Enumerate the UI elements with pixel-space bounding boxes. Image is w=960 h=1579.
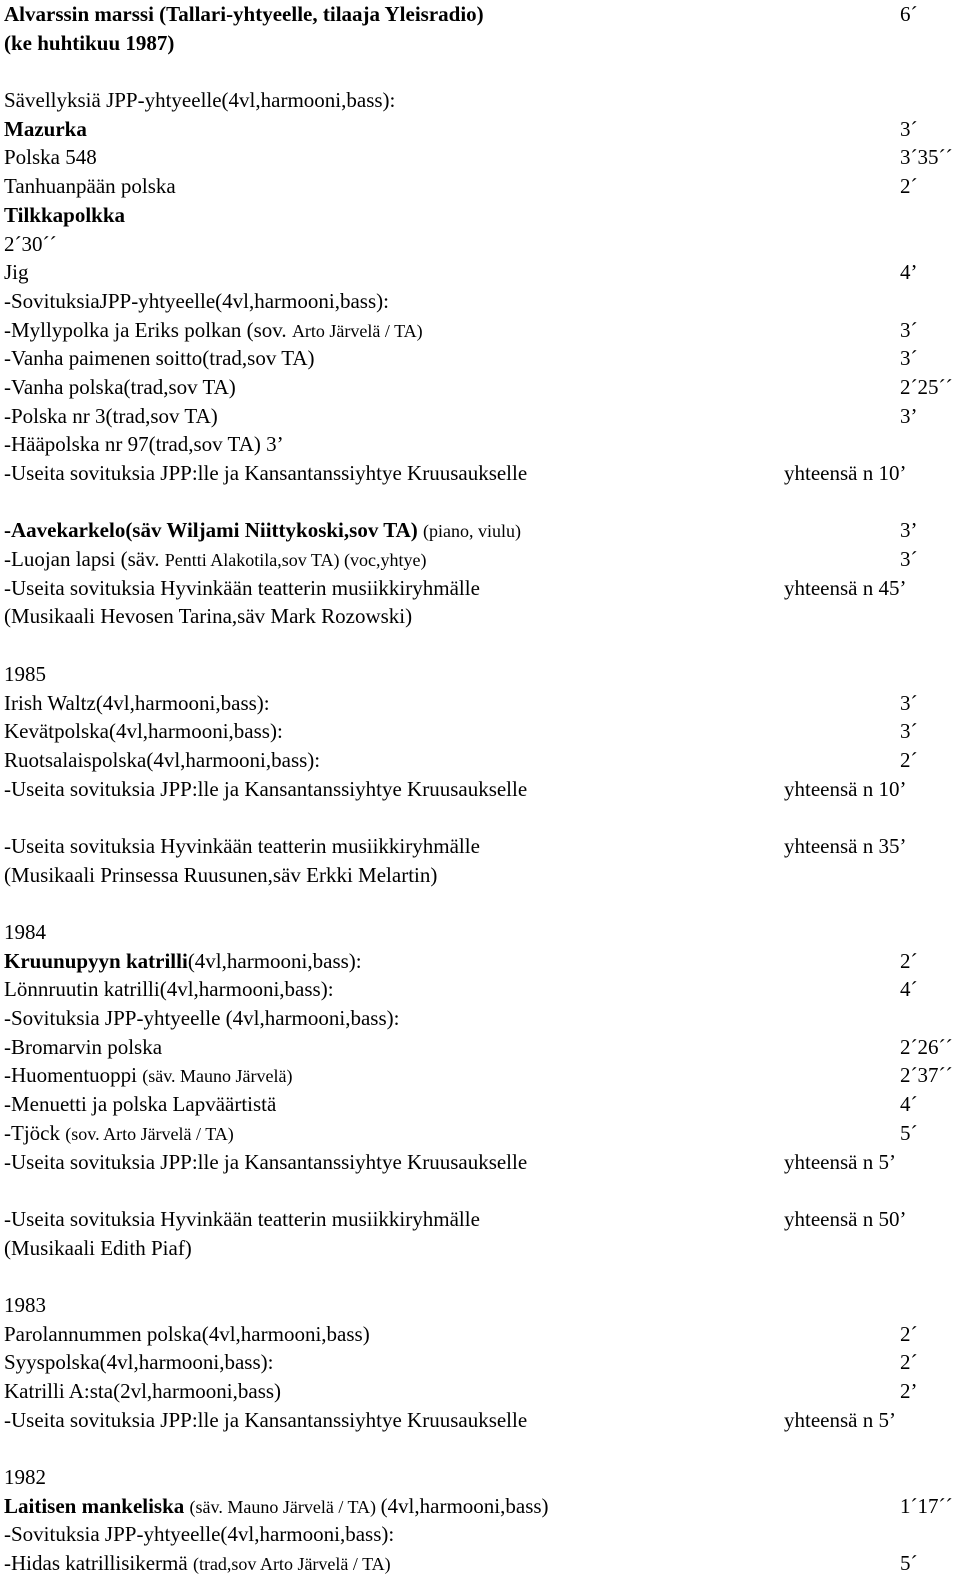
line-text bbox=[4, 287, 389, 316]
line-text bbox=[4, 1492, 549, 1522]
duration-value: 2’ bbox=[900, 1379, 918, 1403]
document-line bbox=[4, 459, 960, 488]
document-line bbox=[4, 1463, 960, 1492]
blank-line bbox=[4, 889, 960, 918]
document-line bbox=[4, 143, 960, 172]
document-line bbox=[4, 373, 960, 402]
duration-value: 3´ bbox=[900, 547, 918, 572]
line-text bbox=[4, 0, 484, 29]
line-title: -Useita sovituksia Hyvinkään teatterin musiikkiryhmälle bbox=[4, 1206, 480, 1231]
document-line bbox=[4, 1148, 960, 1177]
line-text bbox=[4, 115, 87, 144]
line-title: (ke huhtikuu 1987) bbox=[4, 30, 175, 55]
total-duration: yhteensä n 45’ bbox=[784, 575, 907, 600]
line-text bbox=[4, 1406, 527, 1435]
document-line bbox=[4, 1119, 960, 1148]
line-text bbox=[4, 1463, 46, 1492]
document-line bbox=[4, 689, 960, 718]
line-title: -Luojan lapsi (säv. bbox=[4, 547, 165, 572]
total-duration: yhteensä n 35’ bbox=[784, 833, 907, 858]
duration-value: 3´ bbox=[900, 719, 918, 744]
duration-value: 2´ bbox=[900, 1350, 918, 1375]
line-title: 1985 bbox=[4, 661, 46, 686]
line-text bbox=[4, 1520, 394, 1549]
line-text bbox=[4, 172, 176, 201]
line-text bbox=[4, 602, 412, 631]
document-line bbox=[4, 861, 960, 890]
document-page bbox=[4, 0, 960, 1578]
line-title: -Useita sovituksia JPP:lle ja Kansantanssiyhtye Kruusaukselle bbox=[4, 776, 528, 801]
duration-value: 3’ bbox=[900, 403, 918, 428]
duration-value: 3´ bbox=[900, 116, 918, 141]
line-credit: (säv. Mauno Järvelä) bbox=[142, 1066, 293, 1087]
line-title: -Useita sovituksia JPP:lle ja Kansantanssiyhtye Kruusaukselle bbox=[4, 1407, 528, 1432]
duration-value: 2´37´´ bbox=[900, 1063, 953, 1088]
line-title: -Sovituksia JPP-yhtyeelle(4vl,harmooni,bass): bbox=[4, 1522, 395, 1547]
line-text bbox=[4, 1205, 480, 1234]
line-title: -Vanha paimenen soitto(trad,sov TA) bbox=[4, 346, 315, 371]
line-text bbox=[4, 1320, 370, 1349]
line-credit: (säv. Mauno Järvelä / TA) bbox=[189, 1496, 381, 1517]
document-line bbox=[4, 1234, 960, 1263]
line-text bbox=[4, 1348, 273, 1377]
document-line bbox=[4, 1320, 960, 1349]
line-title: Jig bbox=[4, 260, 29, 285]
document-line bbox=[4, 402, 960, 431]
duration-value: 2´25´´ bbox=[900, 374, 953, 399]
line-instrumentation: (4vl,harmooni,bass) bbox=[380, 1493, 549, 1518]
line-title: -Menuetti ja polska Lapväärtistä bbox=[4, 1092, 277, 1117]
line-title: (Musikaali Edith Piaf) bbox=[4, 1235, 192, 1260]
line-title: -Useita sovituksia JPP:lle ja Kansantanssiyhtye Kruusaukselle bbox=[4, 1149, 528, 1174]
document-line bbox=[4, 201, 960, 230]
line-title: Katrilli A:sta(2vl,harmooni,bass) bbox=[4, 1379, 282, 1403]
line-title: 1984 bbox=[4, 920, 46, 944]
line-text bbox=[4, 1234, 192, 1263]
document-line bbox=[4, 660, 960, 689]
line-text bbox=[4, 545, 426, 575]
line-title: -Myllypolka ja Eriks polkan (sov. bbox=[4, 317, 292, 342]
line-title: -SovituksiaJPP-yhtyeelle(4vl,harmooni,bass): bbox=[4, 288, 389, 313]
line-title: Tanhuanpään polska bbox=[4, 174, 176, 199]
line-title: (Musikaali Hevosen Tarina,säv Mark Rozowski) bbox=[4, 604, 413, 629]
line-text bbox=[4, 459, 527, 488]
line-title: Kevätpolska(4vl,harmooni,bass): bbox=[4, 719, 283, 744]
blank-line bbox=[4, 488, 960, 517]
line-text bbox=[4, 1119, 234, 1149]
document-line bbox=[4, 975, 960, 1004]
line-text bbox=[4, 1148, 527, 1177]
line-title: Mazurka bbox=[4, 116, 87, 141]
line-credit: (piano, viulu) bbox=[423, 521, 522, 542]
total-duration: yhteensä n 5’ bbox=[784, 1149, 896, 1174]
document-line bbox=[4, 1061, 960, 1090]
line-text bbox=[4, 975, 334, 1004]
line-text bbox=[4, 430, 284, 459]
document-line bbox=[4, 0, 960, 29]
line-title: Polska 548 bbox=[4, 145, 97, 170]
document-line bbox=[4, 1348, 960, 1377]
line-title: Sävellyksiä JPP-yhtyeelle(4vl,harmooni,bass): bbox=[4, 88, 396, 113]
blank-line bbox=[4, 803, 960, 832]
document-line bbox=[4, 287, 960, 316]
line-text bbox=[4, 1061, 293, 1091]
blank-line bbox=[4, 631, 960, 660]
line-text bbox=[4, 258, 29, 287]
total-duration: yhteensä n 5’ bbox=[784, 1407, 896, 1432]
line-title: -Huomentuoppi bbox=[4, 1063, 143, 1088]
line-title: -Tjöck bbox=[4, 1120, 66, 1145]
line-title: -Polska nr 3(trad,sov TA) bbox=[4, 403, 218, 428]
line-text bbox=[4, 1291, 46, 1320]
blank-line bbox=[4, 1262, 960, 1291]
line-title: Ruotsalaispolska(4vl,harmooni,bass): bbox=[4, 747, 321, 772]
document-line bbox=[4, 1520, 960, 1549]
line-text bbox=[4, 402, 218, 431]
line-title: -Hääpolska nr 97(trad,sov TA) 3’ bbox=[4, 432, 284, 457]
line-title: (Musikaali Prinsessa Ruusunen,säv Erkki Melartin) bbox=[4, 862, 438, 887]
line-title: Lönnruutin katrilli(4vl,harmooni,bass): bbox=[4, 977, 334, 1002]
line-title: Parolannummen polska(4vl,harmooni,bass) bbox=[4, 1321, 370, 1346]
line-text bbox=[4, 947, 362, 976]
line-credit: Pentti Alakotila,sov TA) (voc,yhtye) bbox=[164, 550, 427, 571]
line-instrumentation: (4vl,harmooni,bass): bbox=[187, 948, 362, 973]
line-text bbox=[4, 86, 395, 115]
duration-value: 6´ bbox=[900, 2, 918, 26]
line-title: 1982 bbox=[4, 1465, 46, 1490]
line-text bbox=[4, 918, 46, 947]
document-line bbox=[4, 516, 960, 545]
line-text bbox=[4, 201, 125, 230]
blank-line bbox=[4, 1434, 960, 1463]
document-line bbox=[4, 947, 960, 976]
line-text bbox=[4, 344, 315, 373]
line-title: -Useita sovituksia JPP:lle ja Kansantanssiyhtye Kruusaukselle bbox=[4, 461, 528, 485]
document-line bbox=[4, 602, 960, 631]
total-duration: yhteensä n 10’ bbox=[784, 461, 907, 485]
total-duration: yhteensä n 10’ bbox=[784, 776, 907, 801]
duration-value: 3´ bbox=[900, 317, 918, 342]
document-line bbox=[4, 717, 960, 746]
document-line bbox=[4, 29, 960, 58]
line-title: -Aavekarkelo(säv Wiljami Niittykoski,sov TA) bbox=[4, 518, 424, 543]
line-text bbox=[4, 689, 270, 718]
line-text bbox=[4, 373, 236, 402]
document-line bbox=[4, 316, 960, 345]
line-title: Alvarssin marssi (Tallari-yhtyeelle, tilaaja Yleisradio) bbox=[4, 2, 484, 26]
line-credit: (trad,sov Arto Järvelä / TA) bbox=[192, 1554, 391, 1575]
duration-value: 5´ bbox=[900, 1551, 918, 1576]
line-text bbox=[4, 516, 521, 546]
document-line bbox=[4, 1033, 960, 1062]
duration-value: 3´35´´ bbox=[900, 145, 953, 170]
line-text bbox=[4, 832, 480, 861]
line-title: Laitisen mankeliska bbox=[4, 1493, 190, 1518]
duration-value: 4´ bbox=[900, 1092, 918, 1117]
line-text bbox=[4, 143, 97, 172]
line-text bbox=[4, 861, 437, 890]
line-text bbox=[4, 717, 283, 746]
line-credit: Arto Järvelä / TA) bbox=[291, 320, 423, 341]
line-text bbox=[4, 316, 423, 346]
duration-value: 2´26´´ bbox=[900, 1034, 953, 1059]
document-line bbox=[4, 230, 960, 259]
line-title: 1983 bbox=[4, 1292, 46, 1317]
duration-value: 1´17´´ bbox=[900, 1493, 953, 1518]
document-line bbox=[4, 574, 960, 603]
line-title: -Useita sovituksia Hyvinkään teatterin musiikkiryhmälle bbox=[4, 833, 480, 858]
line-title: Syyspolska(4vl,harmooni,bass): bbox=[4, 1350, 274, 1375]
line-text bbox=[4, 1549, 391, 1579]
document-line bbox=[4, 1291, 960, 1320]
blank-line bbox=[4, 1176, 960, 1205]
line-title: -Bromarvin polska bbox=[4, 1034, 163, 1059]
duration-value: 3´ bbox=[900, 346, 918, 371]
line-text bbox=[4, 574, 480, 603]
document-line bbox=[4, 1090, 960, 1119]
line-text bbox=[4, 1004, 399, 1033]
document-line bbox=[4, 918, 960, 947]
line-credit: (sov. Arto Järvelä / TA) bbox=[65, 1123, 234, 1144]
duration-value: 2´ bbox=[900, 174, 918, 199]
document-line bbox=[4, 832, 960, 861]
blank-line bbox=[4, 57, 960, 86]
line-text bbox=[4, 29, 174, 58]
duration-value: 2´ bbox=[900, 948, 918, 973]
document-line bbox=[4, 1004, 960, 1033]
document-line bbox=[4, 258, 960, 287]
document-line bbox=[4, 1205, 960, 1234]
document-line bbox=[4, 1549, 960, 1578]
line-text bbox=[4, 660, 46, 689]
total-duration: yhteensä n 50’ bbox=[784, 1206, 907, 1231]
line-title: -Hidas katrillisikermä bbox=[4, 1551, 193, 1576]
document-line bbox=[4, 172, 960, 201]
duration-value: 3’ bbox=[900, 518, 918, 543]
line-title: Irish Waltz(4vl,harmooni,bass): bbox=[4, 690, 270, 715]
document-line bbox=[4, 430, 960, 459]
line-title: -Vanha polska(trad,sov TA) bbox=[4, 374, 236, 399]
document-line bbox=[4, 344, 960, 373]
duration-value: 4´ bbox=[900, 977, 918, 1002]
line-title: 2´30´´ bbox=[4, 231, 57, 256]
line-title: -Sovituksia JPP-yhtyeelle (4vl,harmooni,bass): bbox=[4, 1006, 400, 1031]
line-text bbox=[4, 1033, 162, 1062]
document-line bbox=[4, 1406, 960, 1435]
line-text bbox=[4, 746, 320, 775]
document-line bbox=[4, 115, 960, 144]
duration-value: 5´ bbox=[900, 1120, 918, 1145]
duration-value: 3´ bbox=[900, 690, 918, 715]
duration-value: 4’ bbox=[900, 260, 918, 285]
line-text bbox=[4, 230, 56, 259]
line-text bbox=[4, 1090, 276, 1119]
document-line bbox=[4, 1377, 960, 1406]
line-title: -Useita sovituksia Hyvinkään teatterin musiikkiryhmälle bbox=[4, 575, 480, 600]
document-line bbox=[4, 746, 960, 775]
duration-value: 2´ bbox=[900, 747, 918, 772]
document-line bbox=[4, 775, 960, 804]
document-line bbox=[4, 545, 960, 574]
line-text bbox=[4, 775, 527, 804]
document-line bbox=[4, 1492, 960, 1521]
line-title: Kruunupyyn katrilli bbox=[4, 948, 188, 973]
line-text bbox=[4, 1377, 281, 1406]
line-title: Tilkkapolkka bbox=[4, 202, 126, 227]
document-line bbox=[4, 86, 960, 115]
duration-value: 2´ bbox=[900, 1321, 918, 1346]
